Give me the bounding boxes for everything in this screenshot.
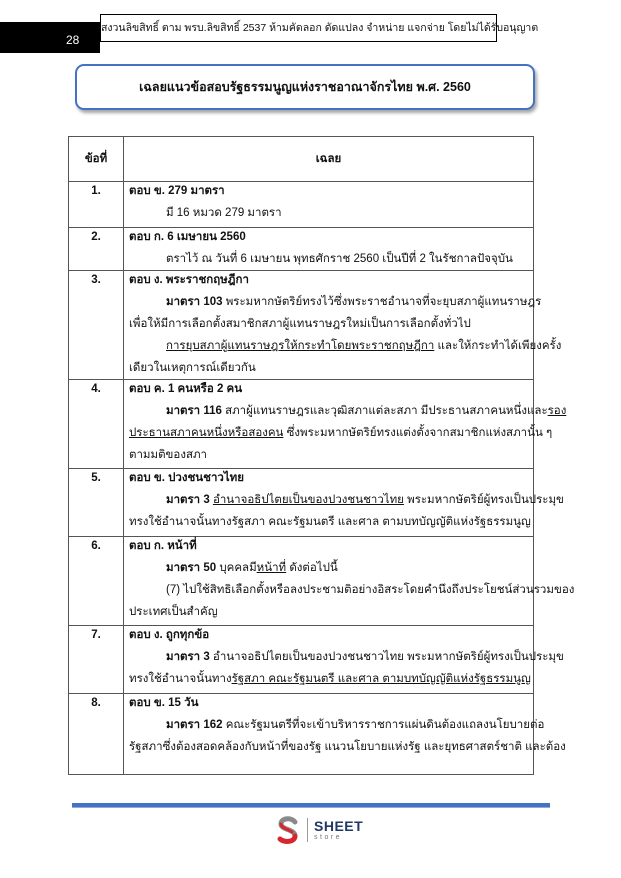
- explanation-line: [129, 248, 530, 270]
- underlined-text: การยุบสภาผู้แทนราษฎรให้กระทำโดยพระราชกฤษฎีกา: [166, 340, 435, 352]
- explanation-line: [129, 646, 564, 668]
- explanation-text: ตามมติของสภา: [129, 449, 207, 461]
- article-number: มาตรา 50: [166, 562, 217, 574]
- answer-content: [129, 624, 564, 690]
- answer-content: [129, 467, 564, 533]
- explanation-line: [129, 579, 575, 601]
- explanation-line: [129, 357, 530, 379]
- question-number: 2.: [69, 228, 124, 271]
- answer-cell: [124, 380, 567, 469]
- explanation-text: เดียวในเหตุการณ์เดียวกัน: [129, 362, 256, 374]
- table-row: [69, 228, 534, 271]
- explanation-line: [129, 601, 530, 623]
- explanation-line: [129, 335, 562, 357]
- table-row: [69, 626, 534, 694]
- explanation-text: เพื่อให้มีการเลือกตั้งสมาชิกสภาผู้แทนราษฎรใหม่เป็นการเลือกตั้งทั่วไป: [129, 318, 471, 330]
- explanation-line: [129, 444, 530, 466]
- answer-content: [129, 535, 575, 623]
- question-number: 8.: [69, 694, 124, 775]
- table-row: [69, 182, 534, 228]
- article-number: มาตรา 116: [166, 405, 222, 417]
- answer-content: [129, 269, 562, 379]
- explanation-line: [129, 489, 564, 511]
- explanation-paragraph: [129, 557, 530, 579]
- underlined-text: ประธานสภาคนหนึ่งหรือสองคน: [129, 427, 284, 439]
- answer-key: ตอบ ก. หน้าที่: [129, 540, 197, 552]
- question-number: 1.: [69, 182, 124, 228]
- explanation-paragraph: [129, 291, 542, 335]
- question-number: 3.: [69, 271, 124, 380]
- table-row: [69, 537, 534, 626]
- page-number: 28: [66, 33, 80, 47]
- explanation-paragraph: [129, 714, 566, 758]
- copyright-notice: สงวนลิขสิทธิ์ ตาม พรบ.ลิขสิทธิ์ 2537 ห้ามคัดลอก ดัดแปลง จำหน่าย แจกจ่าย โดยไม่ได้รับอนุญาต: [100, 14, 497, 42]
- answer-key: ตอบ ก. 6 เมษายน 2560: [129, 231, 246, 243]
- answer-content: [129, 692, 566, 758]
- question-number: 7.: [69, 626, 124, 694]
- underlined-text: หน้าที่: [256, 562, 287, 574]
- logo-wordmark: [314, 819, 363, 842]
- logo-separator: [307, 818, 308, 842]
- explanation-text: พระมหากษัตริย์ทรงไว้ซึ่งพระราชอำนาจที่จะยุบสภาผู้แทนราษฎร: [222, 296, 542, 308]
- explanation-text: รัฐสภาซึ่งต้องสอดคล้องกับหน้าที่ของรัฐ แนวนโยบายแห่งรัฐ และยุทธศาสตร์ชาติ และต้อง: [129, 741, 566, 753]
- footer-logo: [276, 814, 363, 846]
- page-title: เฉลยแนวข้อสอบรัฐธรรมนูญแห่งราชอาณาจักรไทย พ.ศ. 2560: [75, 64, 535, 110]
- explanation-line: [129, 714, 545, 736]
- page-number-badge: [0, 22, 100, 53]
- logo-tagline: store: [314, 833, 343, 841]
- explanation-text: บุคคลมี: [216, 562, 257, 574]
- answer-cell: [124, 228, 534, 271]
- answer-content: [129, 226, 530, 270]
- explanation-paragraph: [129, 646, 564, 690]
- article-number: มาตรา 103: [166, 296, 223, 308]
- explanation-text: พระมหากษัตริย์ผู้ทรงเป็นประมุข: [403, 494, 564, 506]
- explanation-text: ทรงใช้อำนาจนั้นทางรัฐสภา คณะรัฐมนตรี และศาล ตามบทบัญญัติแห่งรัฐธรรมนูญ: [129, 516, 531, 528]
- answer-cell: [124, 537, 575, 626]
- question-number: 5.: [69, 469, 124, 537]
- explanation-line: [129, 202, 530, 224]
- explanation-text: ซึ่งพระมหากษัตริย์ทรงแต่งตั้งจากสมาชิกแห่งสภานั้น ๆ: [283, 427, 553, 439]
- answer-key: ตอบ ข. 15 วัน: [129, 697, 199, 709]
- underlined-text: รอง: [547, 405, 567, 417]
- explanation-line: [129, 668, 530, 690]
- explanation-paragraph: [129, 400, 567, 466]
- explanation-line: [129, 557, 530, 579]
- answer-key: ตอบ ง. ถูกทุกข้อ: [129, 629, 210, 641]
- explanation-line: [129, 736, 566, 758]
- answer-content: [129, 378, 567, 466]
- answer-key: ตอบ ข. ปวงชนชาวไทย: [129, 472, 244, 484]
- explanation-text: อำนาจอธิปไตยเป็นของปวงชนชาวไทย พระมหากษัตริย์ผู้ทรงเป็นประมุข: [209, 651, 564, 663]
- logo-name: SHEET: [314, 817, 364, 834]
- answer-key: ตอบ ข. 279 มาตรา: [129, 185, 225, 197]
- answer-table: [68, 136, 575, 775]
- article-number: มาตรา 162: [166, 719, 223, 731]
- explanation-paragraph: [129, 248, 530, 270]
- explanation-line: [129, 400, 567, 422]
- answer-cell: [124, 626, 564, 694]
- table-row: [69, 380, 534, 469]
- explanation-line: [129, 313, 530, 335]
- table-row: [69, 694, 534, 775]
- explanation-paragraph: [129, 202, 530, 224]
- article-number: มาตรา 3: [166, 651, 210, 663]
- explanation-text: สภาผู้แทนราษฎรและวุฒิสภาแต่ละสภา มีประธานสภาคนหนึ่งและ: [221, 405, 548, 417]
- footer-divider: [72, 803, 550, 808]
- answer-cell: [124, 182, 534, 228]
- question-number: 6.: [69, 537, 124, 626]
- explanation-paragraph: [129, 579, 575, 623]
- table-row: [69, 469, 534, 537]
- answer-cell: [124, 469, 564, 537]
- underlined-text: รัฐสภา คณะรัฐมนตรี และศาล ตามบทบัญญัติแห่งรัฐธรรมนูญ: [231, 673, 531, 685]
- explanation-line: [129, 511, 530, 533]
- explanation-paragraph: [129, 489, 564, 533]
- answer-key: ตอบ ค. 1 คนหรือ 2 คน: [129, 383, 243, 395]
- explanation-text: มี 16 หมวด 279 มาตรา: [166, 207, 282, 219]
- answer-cell: [124, 271, 562, 380]
- explanation-text: คณะรัฐมนตรีที่จะเข้าบริหารราชการแผ่นดินต้องแถลงนโยบายต่อ: [222, 719, 545, 731]
- article-number: มาตรา 3: [166, 494, 213, 506]
- table-row: [69, 271, 534, 380]
- column-header-answer: เฉลย: [124, 137, 534, 182]
- sheet-store-logo-icon: [276, 815, 300, 845]
- column-header-number: ข้อที่: [69, 137, 124, 182]
- answer-content: [129, 180, 530, 224]
- explanation-text: ทรงใช้อำนาจนั้นทาง: [129, 673, 232, 685]
- answer-key: ตอบ ง. พระราชกฤษฎีกา: [129, 274, 249, 286]
- answer-cell: [124, 694, 566, 775]
- underlined-text: อำนาจอธิปไตยเป็นของปวงชนชาวไทย: [212, 494, 404, 506]
- question-number: 4.: [69, 380, 124, 469]
- table-header-row: [69, 137, 534, 182]
- explanation-line: [129, 291, 542, 313]
- explanation-text: ตราไว้ ณ วันที่ 6 เมษายน พุทธศักราช 2560 เป็นปีที่ 2 ในรัชกาลปัจจุบัน: [166, 253, 513, 265]
- explanation-text: ดังต่อไปนี้: [286, 562, 338, 574]
- answer-rows: [69, 182, 575, 775]
- explanation-paragraph: [129, 335, 562, 379]
- explanation-text: (7) ไปใช้สิทธิเลือกตั้งหรือลงประชามติอย่างอิสระโดยคำนึงถึงประโยชน์ส่วนรวมของ: [166, 584, 575, 596]
- explanation-text: ประเทศเป็นสำคัญ: [129, 606, 218, 618]
- explanation-text: และให้กระทำได้เพียงครั้ง: [434, 340, 562, 352]
- explanation-line: [129, 422, 553, 444]
